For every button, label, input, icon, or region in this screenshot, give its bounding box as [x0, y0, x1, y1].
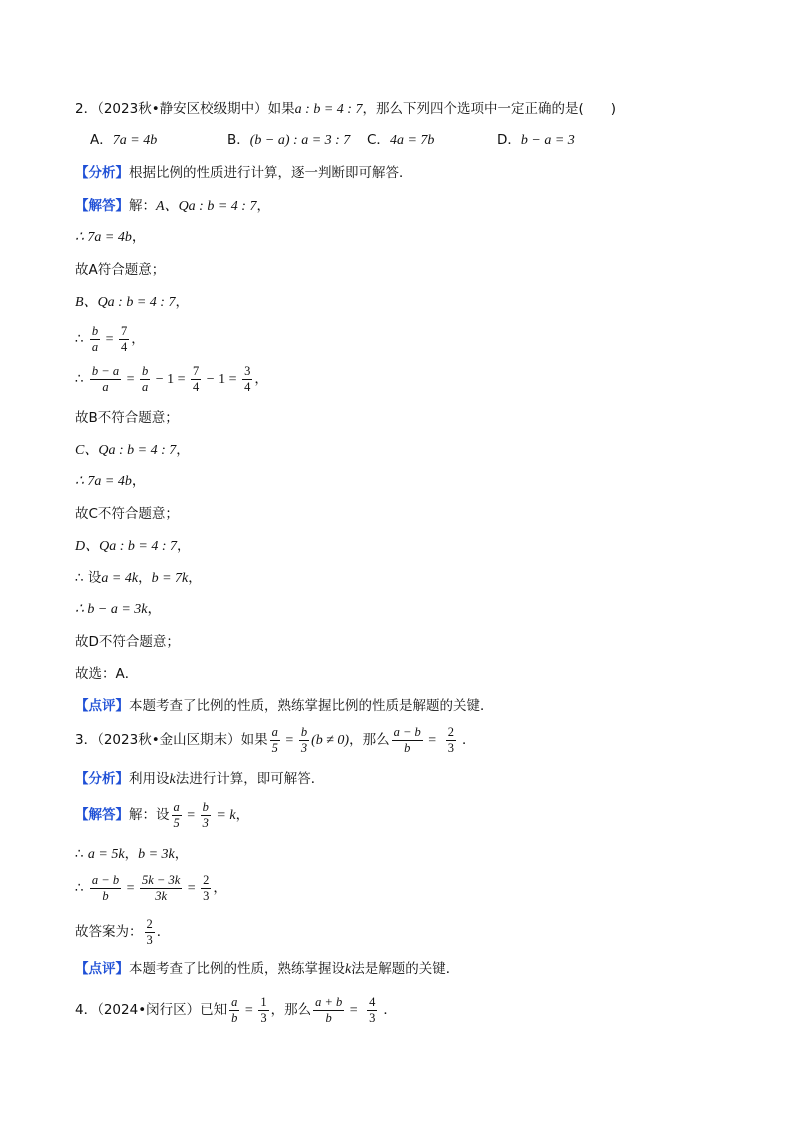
- q2-solution-line-1: 【解答】解：A、Qa : b = 4 : 7，: [75, 198, 270, 214]
- fraction-5k-minus-3k-over-3k: $\frac{5k - 3k}{3k}$: [141, 873, 181, 903]
- case-label-c: C、: [75, 443, 99, 458]
- q3-analysis: 【分析】利用设k法进行计算，即可解答．: [75, 771, 325, 787]
- solution-tag: 【解答】: [75, 198, 129, 214]
- q2-line-c2: ∴ 7a = 4b，: [75, 474, 146, 489]
- fraction-1-over-3: $\frac{1}{3}$: [260, 995, 267, 1025]
- fraction-b-over-3: $\frac{b}{3}$: [300, 725, 308, 755]
- analysis-text: 根据比例的性质进行计算，逐一判断即可解答．: [129, 165, 413, 181]
- q2-line-d4: 故D不符合题意；: [75, 634, 180, 650]
- fraction-b-over-a: $\frac{b}{a}$: [91, 324, 99, 354]
- option-label: A．: [90, 132, 113, 148]
- q2-line-b2: ∴ $\frac{b}{a}$ = $\frac{7}{4}$ ，: [75, 324, 145, 354]
- comment-tag: 【点评】: [75, 961, 129, 977]
- solution-tag: 【解答】: [75, 807, 129, 823]
- fraction-a-minus-b-over-b: $\frac{a - b}{b}$: [393, 725, 421, 755]
- q2-line-b1: B、Qa : b = 4 : 7，: [75, 294, 189, 310]
- given-ratio: Qa : b = 4 : 7: [98, 443, 177, 458]
- q3-solution-line-2: ∴ a = 5k，b = 3k，: [75, 846, 189, 862]
- q2-line-b4: 故B不符合题意；: [75, 410, 179, 426]
- q3-answer-line: 故答案为： $\frac{2}{3}$ ．: [75, 917, 171, 947]
- q2-line-c3: 故C不符合题意；: [75, 506, 179, 522]
- given-ratio: Qa : b = 4 : 7: [178, 199, 257, 214]
- q2-option-d: [497, 129, 575, 151]
- fraction-7-over-4: $\frac{7}{4}$: [193, 364, 200, 394]
- q4-stem: 4．（2024•闵行区）已知 $\frac{a}{b}$ = $\frac{1}{3}$ ，那么 $\frac{a + b}{b}$ = $\frac{4}{3}$ ．: [75, 990, 397, 1030]
- case-label-b: B、: [75, 295, 98, 310]
- option-text: 4a = 7b: [389, 133, 435, 148]
- fraction-2-over-3: $\frac{2}{3}$: [146, 917, 153, 947]
- case-label-a: A、: [156, 199, 179, 214]
- option-label: D．: [497, 132, 521, 148]
- q3-comment: 【点评】本题考查了比例的性质，熟练掌握设k法是解题的关键．: [75, 961, 460, 977]
- q2-stem: [75, 98, 616, 120]
- q3-stem: 3．（2023秋•金山区期末）如果 $\frac{a}{5}$ = $\frac{b}{3}$ (b ≠ 0)，那么 $\frac{a - b}{b}$ = $\frac{2}{3}$ ．: [75, 720, 475, 760]
- fraction-a-minus-b-over-b: $\frac{a - b}{b}$: [91, 873, 120, 903]
- fraction-a-over-b: $\frac{a}{b}$: [231, 995, 238, 1025]
- fraction-7-over-4: $\frac{7}{4}$: [121, 324, 128, 354]
- q2-option-b: [227, 129, 350, 151]
- fraction-a-over-5: $\frac{a}{5}$: [271, 725, 278, 755]
- q2-line-d3: ∴ b − a = 3k，: [75, 602, 162, 617]
- q2-analysis: [75, 162, 413, 184]
- given-ratio: Qa : b = 4 : 7: [99, 539, 178, 554]
- option-text: b − a = 3: [520, 133, 575, 148]
- fraction-b-over-a: $\frac{b}{a}$: [141, 364, 149, 394]
- q3-solution-line-1: 【解答】解：设 $\frac{a}{5}$ = $\frac{b}{3}$ = k，: [75, 800, 250, 830]
- q2-line-d1: D、Qa : b = 4 : 7，: [75, 538, 191, 554]
- q2-choose: 故选：A．: [75, 666, 139, 682]
- option-label: B．: [227, 132, 250, 148]
- q4-answer-blank: [361, 990, 383, 1030]
- comment-tag: 【点评】: [75, 698, 129, 714]
- q2-stem-text-a: 2．（2023秋•静安区校级期中）如果: [75, 101, 295, 117]
- q2-stem-text-b: ，那么下列四个选项中一定正确的是( ): [362, 101, 616, 117]
- q2-stem-math: a : b = 4 : 7: [294, 102, 363, 117]
- q2-comment: [75, 695, 494, 717]
- fraction-2-over-3: $\frac{2}{3}$: [447, 725, 454, 755]
- q2-option-a: [90, 129, 157, 151]
- fraction-a-plus-b-over-b: $\frac{a + b}{b}$: [315, 995, 343, 1025]
- q2-option-c: [367, 129, 434, 151]
- q3-solution-line-3: ∴ $\frac{a - b}{b}$ = $\frac{5k - 3k}{3k}$ = $\frac{2}{3}$ ，: [75, 873, 227, 903]
- option-text: (b − a) : a = 3 : 7: [249, 133, 351, 148]
- fraction-3-over-4: $\frac{3}{4}$: [244, 364, 251, 394]
- solution-intro: 解：: [129, 198, 156, 214]
- q2-line-c1: C、Qa : b = 4 : 7，: [75, 442, 190, 458]
- comment-text: 本题考查了比例的性质，熟练掌握比例的性质是解题的关键．: [129, 698, 494, 714]
- fraction-2-over-3: $\frac{2}{3}$: [203, 873, 210, 903]
- analysis-tag: 【分析】: [75, 771, 129, 787]
- q2-line-a3: 故A符合题意；: [75, 262, 166, 278]
- q2-line-a2: ∴ 7a = 4b，: [75, 230, 146, 245]
- q3-answer-blank: [440, 720, 462, 760]
- given-ratio: Qa : b = 4 : 7: [97, 295, 176, 310]
- q2-line-d2: ∴ 设a = 4k，b = 7k，: [75, 570, 202, 586]
- fraction-b-minus-a-over-a: $\frac{b - a}{a}$: [91, 364, 120, 394]
- fraction-4-over-3: $\frac{4}{3}$: [369, 995, 376, 1025]
- option-label: C．: [367, 132, 390, 148]
- analysis-tag: 【分析】: [75, 165, 129, 181]
- q2-line-b3: ∴ $\frac{b - a}{a}$ = $\frac{b}{a}$ − 1 = $\frac{7}{4}$ − 1 = $\frac{3}{4}$ ，: [75, 364, 268, 394]
- fraction-b-over-3: $\frac{b}{3}$: [202, 800, 209, 830]
- fraction-a-over-5: $\frac{a}{5}$: [173, 800, 180, 830]
- case-label-d: D、: [75, 539, 100, 554]
- option-text: 7a = 4b: [112, 133, 158, 148]
